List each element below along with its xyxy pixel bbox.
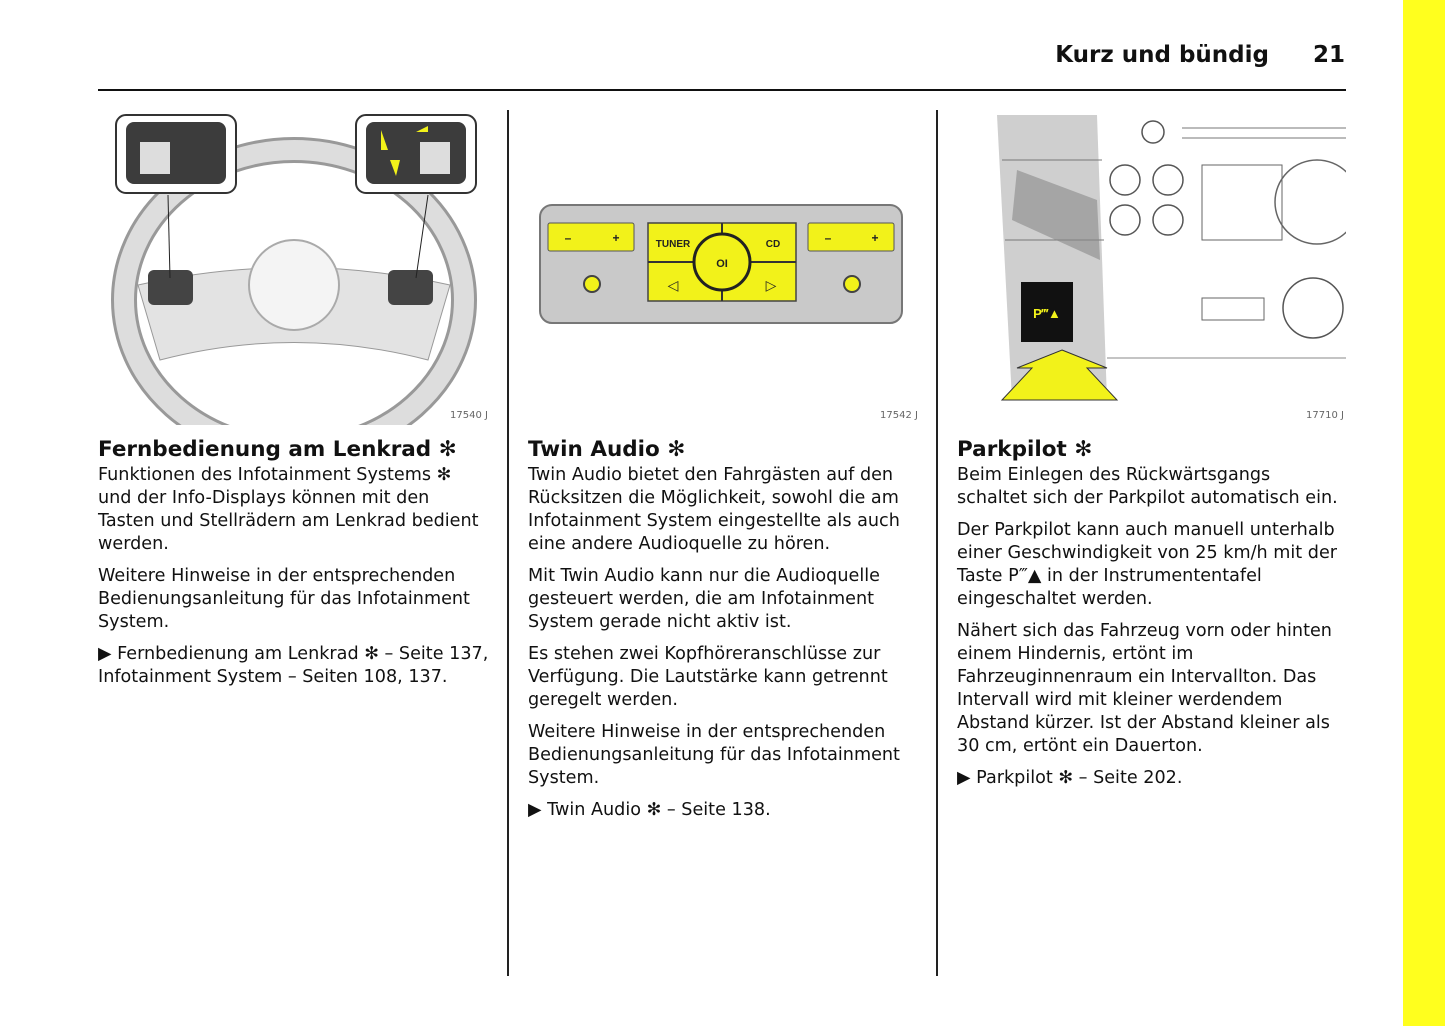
paragraph: Funktionen des Infotainment Systems ✻ und der Info-Displays können mit den Tasten und Stellrädern am Lenkrad bedient werden.	[98, 465, 479, 554]
paragraph: Beim Einlegen des Rückwärtsgangs schaltet sich der Parkpilot automatisch ein.	[957, 465, 1338, 508]
section-heading: Twin Audio ✻	[528, 437, 686, 462]
volume-down-label: –	[564, 231, 572, 245]
yellow-edge-strip	[1403, 0, 1445, 1026]
volume-up-label: +	[612, 231, 620, 245]
power-label: OI	[716, 258, 728, 270]
figure-number: 17542 J	[880, 410, 918, 421]
page-header	[1055, 42, 1345, 68]
section-heading: Parkpilot ✻	[957, 437, 1093, 462]
column-parkpilot	[957, 110, 1346, 799]
volume-down-label: –	[824, 231, 832, 245]
seek-right-label: ▷	[765, 277, 777, 293]
cross-reference: ▶ Parkpilot ✻ – Seite 202.	[957, 768, 1183, 788]
twin-audio-panel-illustration	[528, 110, 920, 425]
paragraph: Der Parkpilot kann auch manuell unterhalb einer Geschwindigkeit von 25 km/h mit der Taste P‴▲ in der Instrumententafel eingeschaltet werden.	[957, 520, 1338, 609]
cross-reference: ▶ Fernbedienung am Lenkrad ✻ – Seite 137, Infotainment System – Seiten 108, 137.	[98, 644, 489, 687]
twin-audio-figure	[528, 110, 920, 425]
paragraph: Es stehen zwei Kopfhöreranschlüsse zur Verfügung. Die Lautstärke kann getrennt geregelt werden.	[528, 644, 888, 710]
page-number: 21	[1312, 42, 1345, 68]
cross-reference: ▶ Twin Audio ✻ – Seite 138.	[528, 800, 771, 820]
column-divider	[507, 110, 509, 976]
paragraph: Twin Audio bietet den Fahrgästen auf den Rücksitzen die Möglichkeit, sowohl die am Infotainment System eingestellte als auch eine andere Audioquelle zu hören.	[528, 465, 900, 554]
column-twin-audio	[528, 110, 920, 831]
steering-wheel-illustration	[98, 110, 490, 425]
seek-left-label: ◁	[667, 277, 679, 293]
header-rule	[98, 89, 1346, 91]
cd-label: CD	[765, 239, 781, 250]
column-steering-remote	[98, 110, 490, 698]
volume-up-label: +	[871, 231, 879, 245]
column-divider	[936, 110, 938, 976]
paragraph: Nähert sich das Fahrzeug vorn oder hinten einem Hindernis, ertönt im Fahrzeuginnenraum ein Intervallton. Das Intervall wird mit kleiner werdendem Abstand kürzer. Ist der Abstand kleiner als 30 cm, ertönt ein Dauerton.	[957, 621, 1332, 756]
section-heading: Fernbedienung am Lenkrad ✻	[98, 437, 457, 462]
paragraph: Weitere Hinweise in der entsprechenden Bedienungsanleitung für das Infotainment System.	[528, 722, 900, 788]
section-title: Kurz und bündig	[1055, 42, 1269, 68]
figure-number: 17710 J	[1306, 410, 1344, 421]
parkpilot-figure	[957, 110, 1346, 425]
figure-number: 17540 J	[450, 410, 488, 421]
dashboard-illustration	[957, 110, 1346, 425]
paragraph: Weitere Hinweise in der entsprechenden Bedienungsanleitung für das Infotainment System.	[98, 566, 470, 632]
tuner-label: TUNER	[655, 239, 691, 250]
steering-wheel-figure	[98, 110, 490, 425]
parkpilot-button-label: P‴▲	[1033, 306, 1061, 321]
paragraph: Mit Twin Audio kann nur die Audioquelle gesteuert werden, die am Infotainment System gerade nicht aktiv ist.	[528, 566, 880, 632]
